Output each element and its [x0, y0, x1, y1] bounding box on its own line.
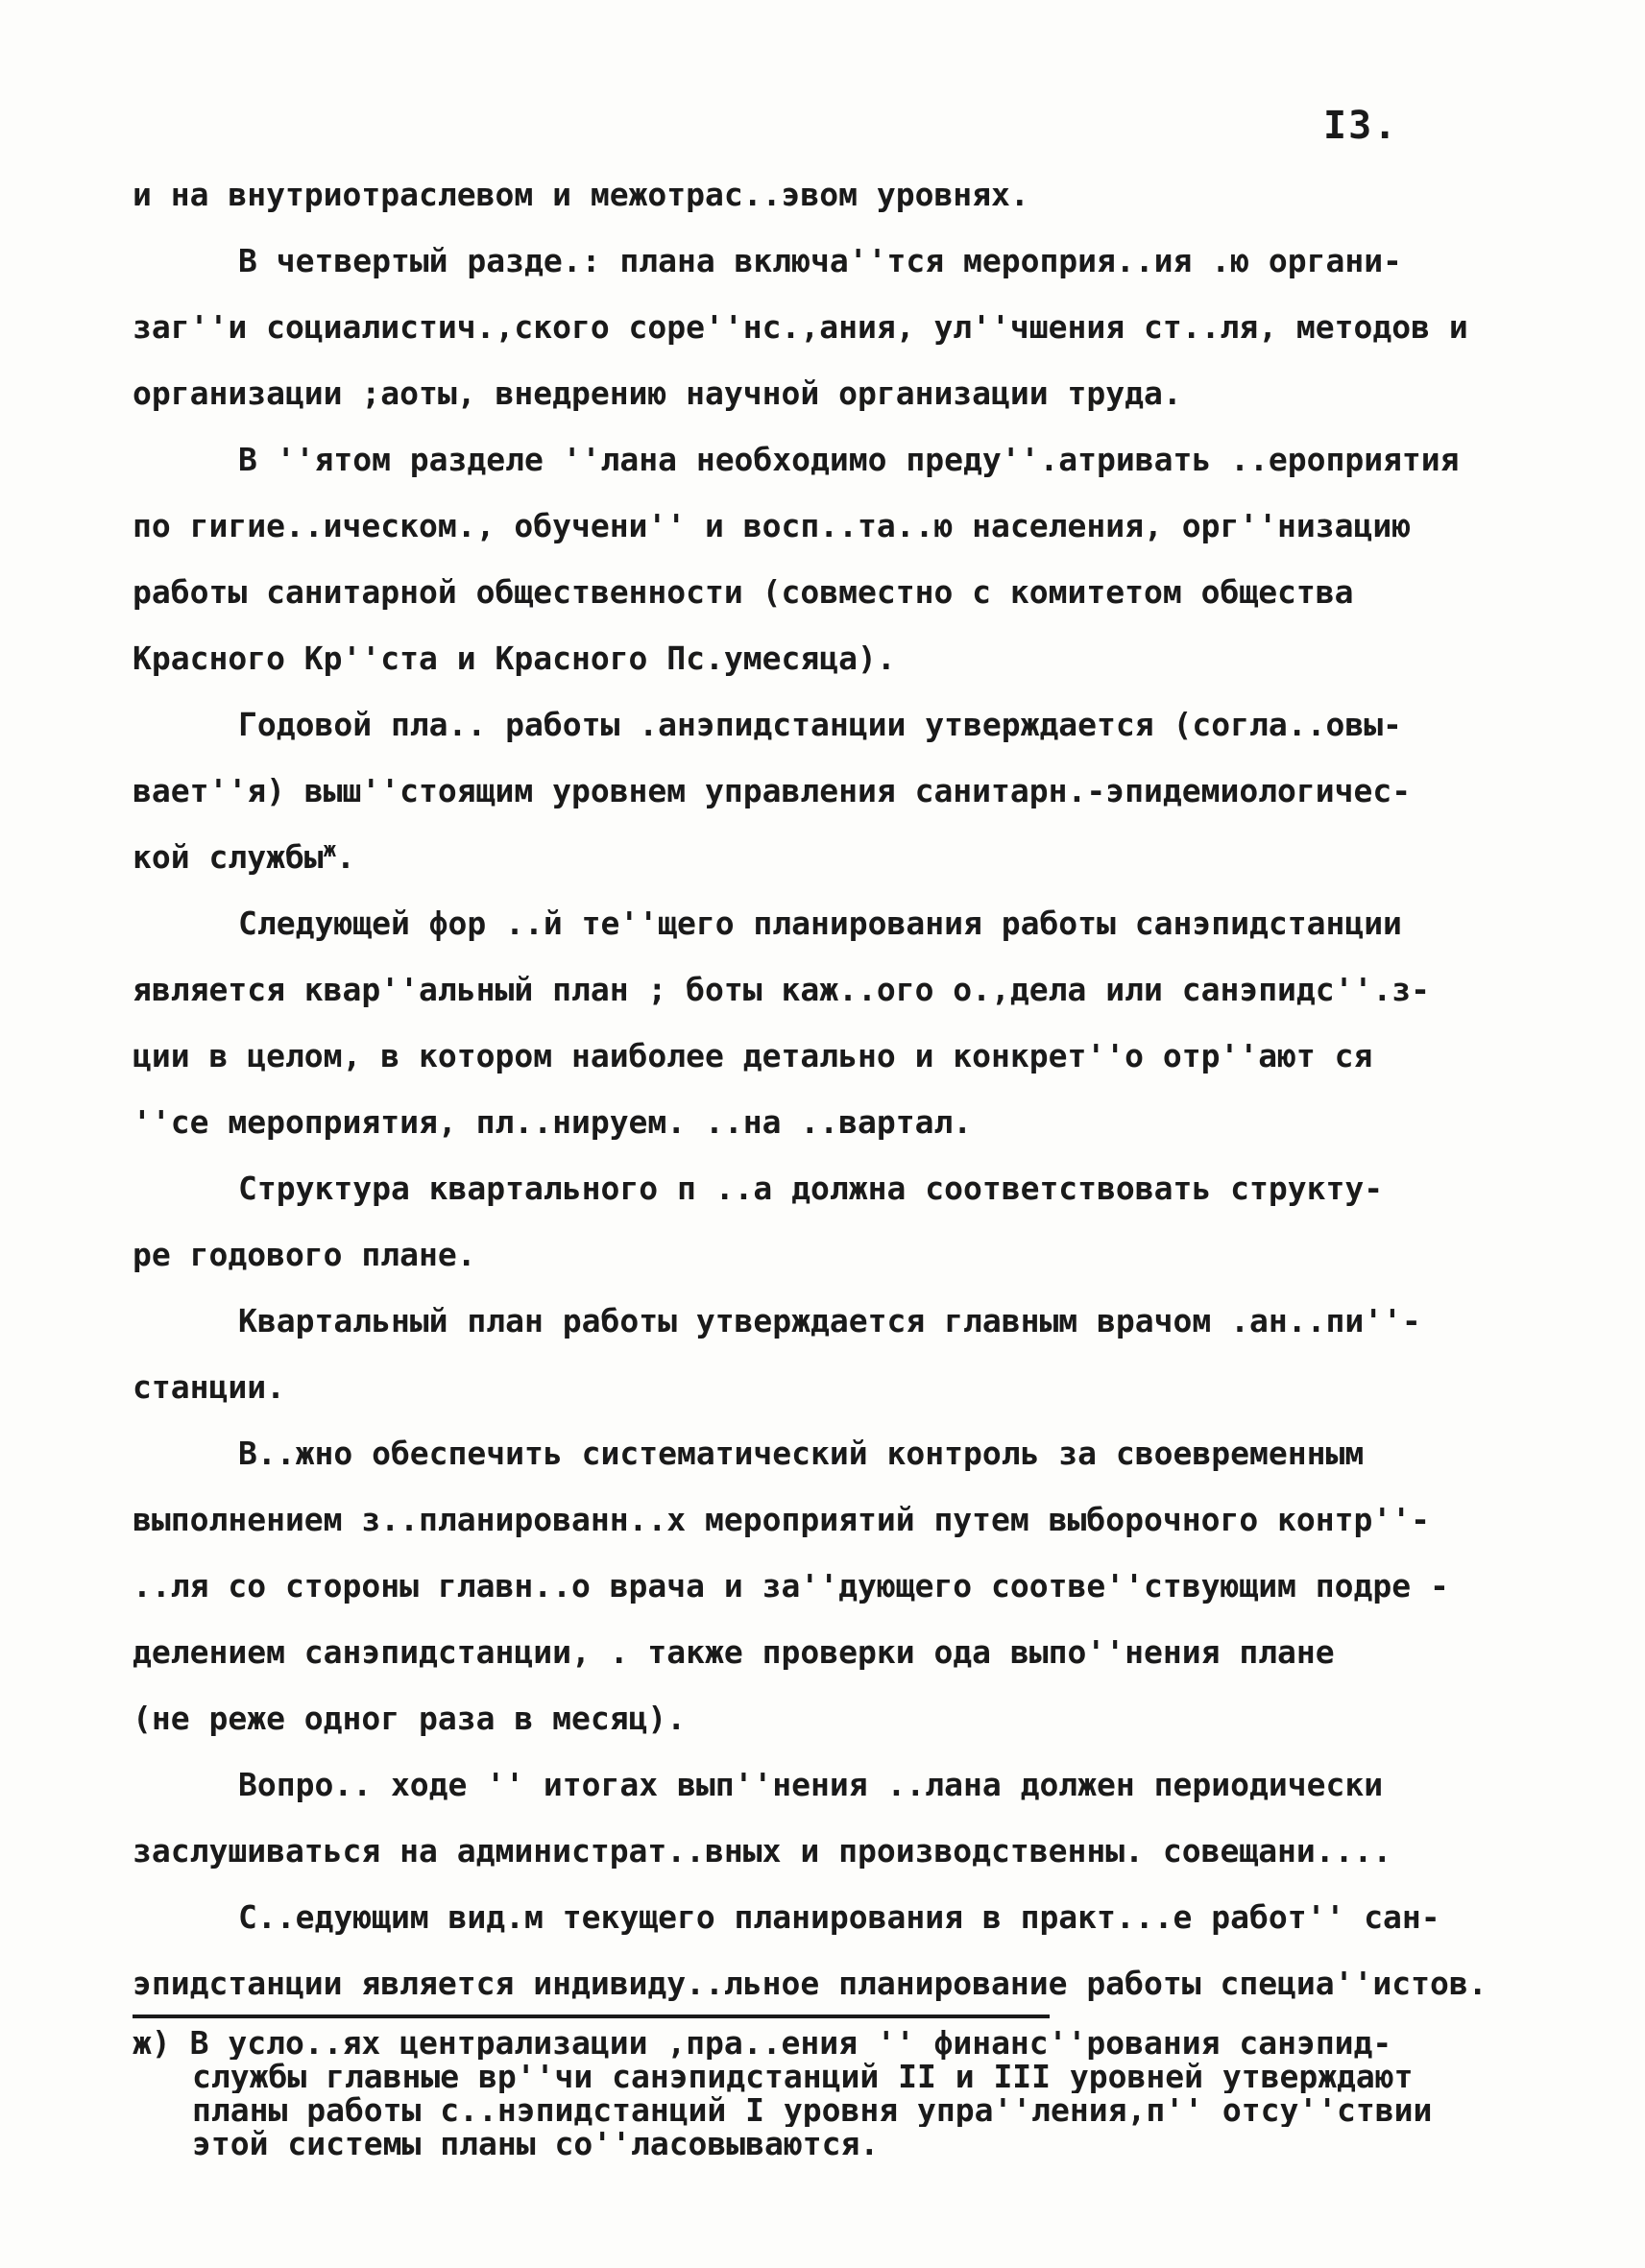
text-line: вает''я) выш''стоящим уровнем управления санитарн.-эпидемиологичес-: [133, 772, 1412, 809]
text-fragment: кой службы: [133, 838, 324, 876]
footnote-line: службы главные вр''чи санэпидстанций II и III уровней утверждают: [192, 2060, 1414, 2093]
text-line: по гигиe..ическом., обучени'' и восп..та..ю населения, орг''низацию: [133, 507, 1412, 544]
footnote-divider: [133, 2015, 1050, 2018]
text-line: заслушиваться на администрат..вных и производственны. совещани....: [133, 1832, 1392, 1870]
text-line: выполнением з..планированн..х мероприятий путем выборочного контр''-: [133, 1501, 1431, 1538]
footnote-reference: ж: [323, 838, 336, 862]
footnote-line: планы работы с..нэпидстанций I уровня упра''ления,п'' отсу''ствии: [192, 2093, 1433, 2127]
text-line: организации ;аоты, внедрению научной организации труда.: [133, 374, 1182, 412]
text-line: Вопро.. ходе '' итогах вып''нения ..лана должен периодически: [238, 1766, 1384, 1803]
page-number: I3.: [1323, 104, 1399, 148]
text-line: В..жно обеспечить систематический контроль за своевременным: [238, 1435, 1365, 1472]
footnote-text: В усло..ях централизации ,пра..ения '' финанс''рования санэпид-: [189, 2026, 1392, 2060]
text-line: С..едующим вид.м текущего планирования в практ...е работ'' сан-: [238, 1898, 1440, 1936]
footnote-marker: ж): [133, 2026, 171, 2060]
text-line: и на внутриотраслевом и межотрас..эвом уровнях.: [133, 176, 1029, 213]
text-line: работы санитарной общественности (совместно с комитетом общества: [133, 573, 1354, 611]
text-line: эпидстанции является индивиду..льное планирование работы специа''истов.: [133, 1965, 1488, 2002]
footnote: [133, 2026, 1535, 2160]
text-line: В четвертый разде.: плана включа''тся мероприя..ия .ю органи-: [238, 242, 1402, 279]
text-line: (не реже одног раза в месяц).: [133, 1700, 687, 1737]
text-line: ции в целом, в котором наиболее детально и конкрет''о отр''ают ся: [133, 1037, 1373, 1074]
text-line: ..ля со стороны главн..о врача и за''дующего соотве''ствующим подре -: [133, 1567, 1449, 1604]
text-line: является квар''альный план ; боты каж..ого о.,дела или санэпидс''.з-: [133, 971, 1431, 1008]
text-line: Структура квартального п ..а должна соответствовать структу-: [238, 1170, 1384, 1207]
body-text: [133, 161, 1496, 2016]
text-line: Красного Кр''ста и Красного Пс.умесяца).: [133, 639, 896, 677]
text-line: кой службы$^ж$.: [133, 838, 355, 876]
text-line: В ''ятом разделе ''лана необходимо преду''.атривать ..ероприятия: [238, 441, 1460, 478]
text-line: Годовой пла.. работы .анэпидстанции утверждается (согла..овы-: [238, 706, 1402, 743]
text-line: заг''и социалистич.,ского соре''нс.,ания, ул''чшения ст..ля, методов и: [133, 308, 1468, 346]
text-line: ''се мероприятия, пл..нируем. ..на ..вартал.: [133, 1103, 973, 1141]
text-line: Следующей фор ..й те''щего планирования работы санэпидстанции: [238, 905, 1402, 942]
text-line: станции.: [133, 1368, 285, 1406]
footnote-line: [133, 2026, 1535, 2060]
footnote-line: этой системы планы со''ласовываются.: [192, 2127, 880, 2160]
text-line: ре годового плане.: [133, 1236, 476, 1273]
text-line: Квартальный план работы утверждается главным врачом .ан..пи''-: [238, 1302, 1421, 1339]
text-line: делением санэпидстанции, . также проверки ода выпо''нения плане: [133, 1633, 1335, 1671]
